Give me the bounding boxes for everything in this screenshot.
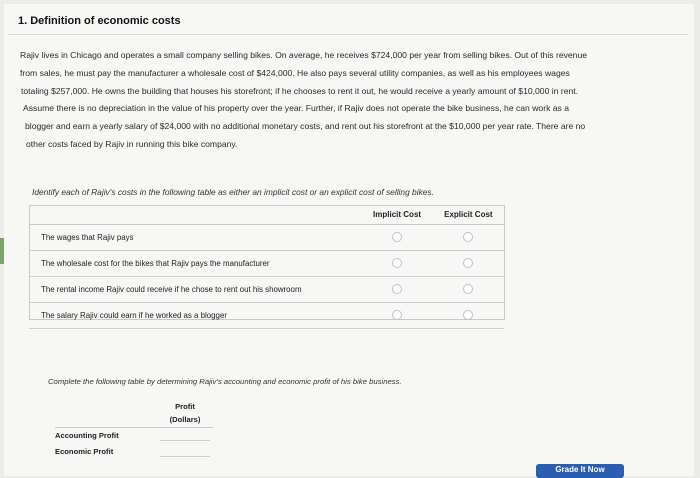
paragraph-line: from sales, he must pay the manufacturer a wholesale cost of $424,000. He also pays several utility companies, as well as his employees wages [20,67,570,78]
implicit-radio[interactable] [392,232,402,242]
paragraph-line: other costs faced by Rajiv in running this bike company. [26,138,238,149]
accounting-profit-input[interactable] [160,429,210,441]
implicit-radio[interactable] [392,310,402,320]
paragraph-line: totaling $257,000. He owns the building that houses his storefront; if he chooses to rent it out, he would receive a yearly amount of $10,000 in rent. [21,85,579,96]
implicit-radio[interactable] [392,258,402,268]
paragraph-line: Rajiv lives in Chicago and operates a small company selling bikes. On average, he receives $724,000 per year from selling bikes. Out of this revenue [20,50,588,60]
cost-label: The rental income Rajiv could receive if he chose to rent out his showroom [29,277,361,303]
cost-table-instruction: Identify each of Rajiv's costs in the following table as either an implicit cost or an explicit cost of selling bikes. [32,187,434,197]
explicit-cost-header: Explicit Cost [433,205,504,225]
profit-table-instruction: Complete the following table by determining Rajiv's accounting and economic profit of his bike business. [48,377,402,386]
explicit-radio[interactable] [463,232,473,242]
question-title: 1. Definition of economic costs [18,15,181,27]
cost-label: The wholesale cost for the bikes that Rajiv pays the manufacturer [29,251,361,277]
table-row [29,225,504,251]
explicit-radio[interactable] [463,258,473,268]
paragraph-line: Assume there is no depreciation in the value of his property over the year. Further, if Rajiv does not operate the bike business, he can work as a [23,103,570,114]
profit-header-label: Profit [175,402,195,411]
table-header-row [29,205,504,225]
cost-label: The wages that Rajiv pays [29,225,361,251]
cost-label: The salary Rajiv could earn if he worked as a blogger [29,303,361,329]
table-row [29,251,504,277]
paragraph-line: blogger and earn a yearly salary of $24,000 with no additional monetary costs, and rent out his storefront at the $10,000 per year rate. There are no [25,121,586,132]
profit-header-unit: (Dollars) [169,415,201,424]
profit-column-header [160,400,210,426]
grade-it-now-button[interactable]: Grade It Now [536,464,624,478]
title-divider [8,34,688,35]
implicit-cost-header: Implicit Cost [361,205,432,225]
explicit-radio[interactable] [463,310,473,320]
explicit-radio[interactable] [463,284,473,294]
profit-header-divider [55,427,213,428]
question-paragraph [20,47,688,154]
cost-classification-table [29,205,504,329]
implicit-radio[interactable] [392,284,402,294]
economic-profit-label: Economic Profit [55,447,114,456]
table-row [29,303,504,329]
accounting-profit-label: Accounting Profit [55,431,119,440]
table-row [29,277,504,303]
economic-profit-input[interactable] [160,445,210,457]
